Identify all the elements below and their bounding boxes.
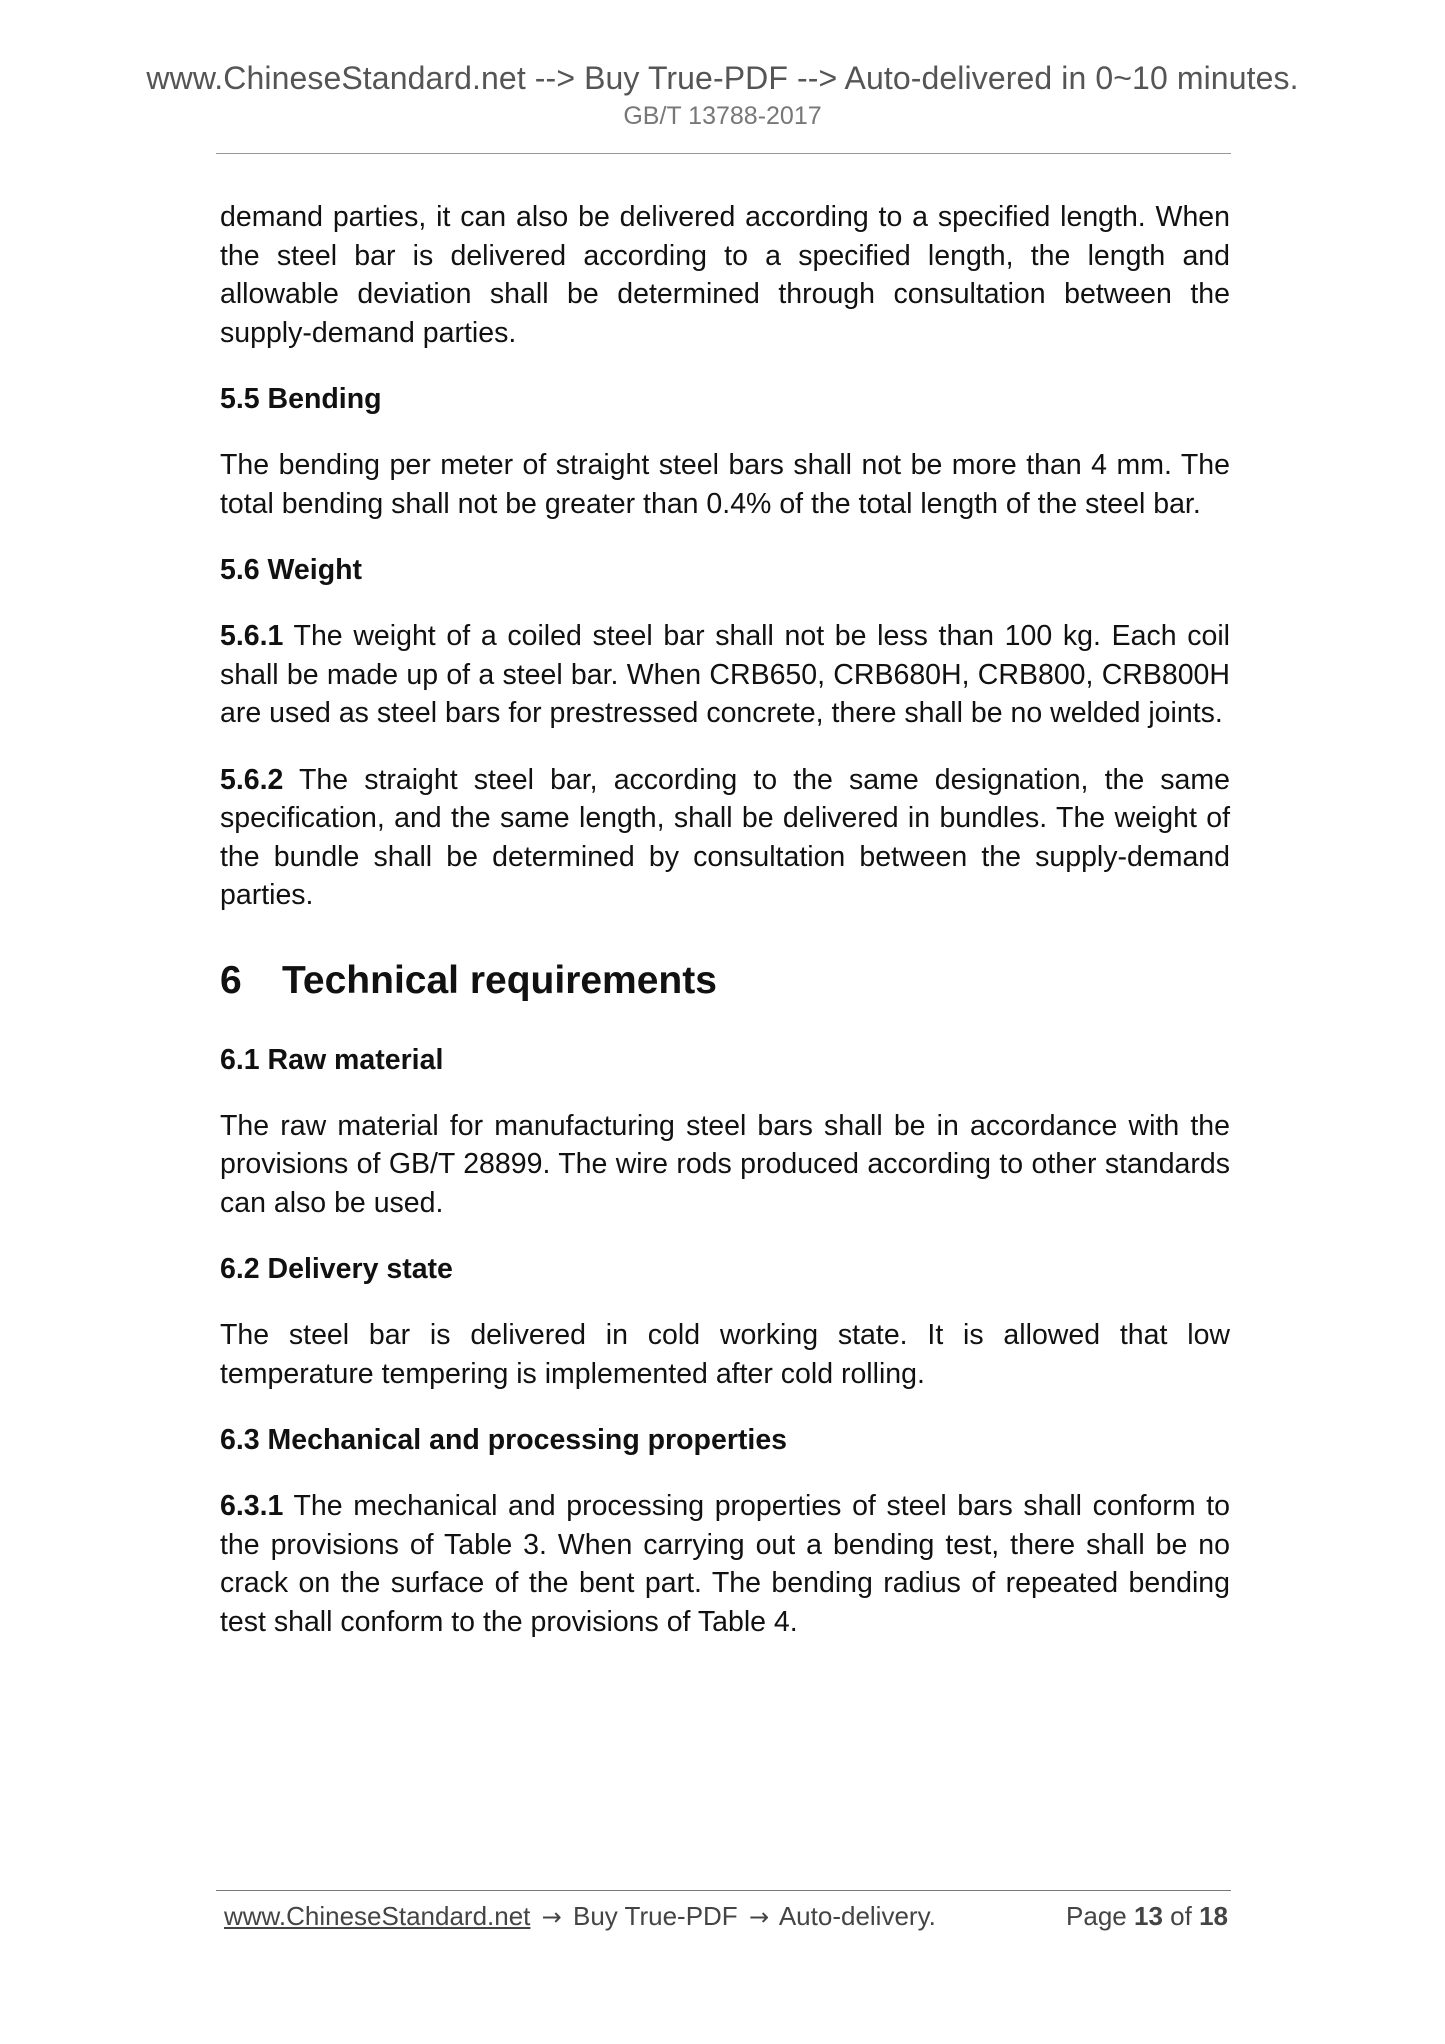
clause-text: The weight of a coiled steel bar shall not be less than 100 kg. Each coil shall be made up of a steel bar. When CRB650, CRB680H, CRB800, CRB800H are used as steel bars for prestressed concrete, there shall be no welded joints.	[220, 620, 1230, 729]
header-divider	[216, 153, 1231, 154]
page-header	[0, 58, 1445, 134]
page-indicator	[1066, 1896, 1228, 1936]
clause-number: 5.6.2	[220, 763, 284, 796]
arrow-right-icon: →	[748, 1903, 770, 1931]
clause-6-2-text: The steel bar is delivered in cold working state. It is allowed that low temperature tempering is implemented after cold rolling.	[220, 1319, 1230, 1390]
clause-6-2-heading: 6.2 Delivery state	[220, 1253, 453, 1285]
page-current: 13	[1134, 1901, 1163, 1931]
header-promo-text: www.ChineseStandard.net --> Buy True-PDF --> Auto-delivered in 0~10 minutes.	[146, 60, 1299, 96]
page-footer	[224, 1896, 1228, 1936]
clause-5-5-text: The bending per meter of straight steel bars shall not be more than 4 mm. The total bending shall not be greater than 0.4% of the total length of the steel bar.	[220, 449, 1230, 520]
footer-promo	[224, 1896, 936, 1937]
arrow-right-icon: →	[541, 1903, 562, 1931]
section-6-heading	[220, 957, 1230, 1005]
section-number: 6	[220, 958, 242, 1002]
clause-6-3-heading: 6.3 Mechanical and processing properties	[220, 1424, 788, 1456]
clause-5-6-1	[220, 617, 1230, 733]
document-body	[220, 198, 1230, 1669]
clause-number: 5.6.1	[220, 620, 284, 652]
clause-5-6-heading: 5.6 Weight	[220, 554, 362, 586]
of-label: of	[1170, 1901, 1192, 1931]
footer-divider	[216, 1890, 1231, 1891]
page-label: Page	[1066, 1901, 1127, 1931]
continued-paragraph: demand parties, it can also be delivered according to a specified length. When the steel bar is delivered according to a specified length, the length and allowable deviation shall be determined through consultation between the supply-demand parties.	[220, 201, 1230, 349]
clause-5-5-heading: 5.5 Bending	[220, 383, 382, 415]
footer-auto-text: Auto-delivery.	[778, 1901, 936, 1931]
clause-5-6-2	[220, 761, 1230, 915]
footer-buy-text: Buy True-PDF	[572, 1901, 738, 1931]
clause-number: 6.3.1	[220, 1490, 284, 1522]
header-standard-code: GB/T 13788-2017	[623, 102, 822, 130]
section-title: Technical requirements	[282, 958, 717, 1002]
footer-site-link[interactable]: www.ChineseStandard.net	[224, 1901, 531, 1931]
clause-text: The straight steel bar, according to the same designation, the same specification, and the same length, shall be delivered in bundles. The weight of the bundle shall be determined by consultation between the supply-demand parties.	[220, 763, 1230, 911]
clause-6-1-text: The raw material for manufacturing steel bars shall be in accordance with the provisions of GB/T 28899. The wire rods produced according to other standards can also be used.	[220, 1109, 1230, 1219]
clause-6-3-1	[220, 1487, 1230, 1641]
page-total: 18	[1199, 1901, 1228, 1931]
clause-6-1-heading: 6.1 Raw material	[220, 1043, 444, 1076]
clause-text: The mechanical and processing properties of steel bars shall conform to the provisions of Table 3. When carrying out a bending test, there shall be no crack on the surface of the bent part. The bending radius of repeated bending test shall conform to the provisions of Table 4.	[220, 1490, 1230, 1638]
